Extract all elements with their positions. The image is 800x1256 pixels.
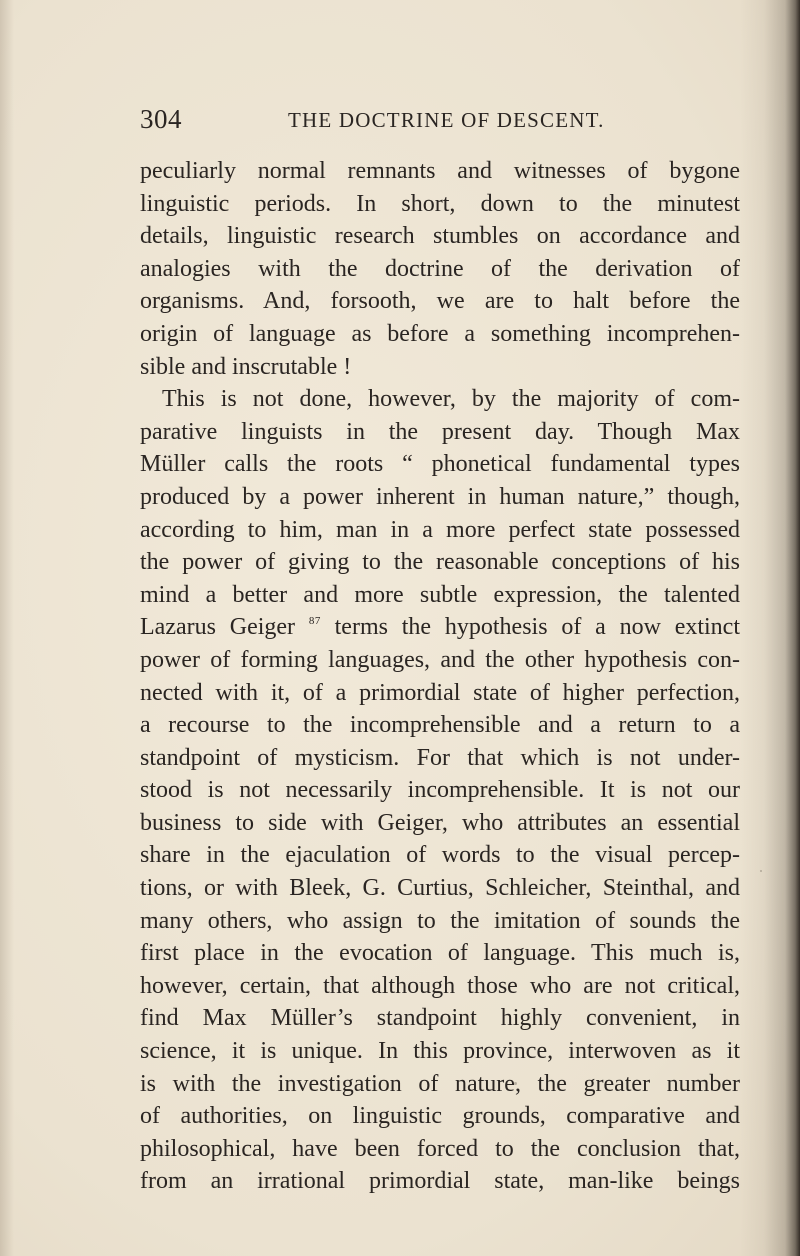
running-head — [140, 104, 760, 144]
text-line-with-footnote — [140, 611, 740, 644]
text-line: peculiarly normal remnants and witnesses of bygone — [140, 158, 740, 184]
text-line: stood is not necessarily incomprehensible. It is not our — [140, 777, 740, 804]
text-line: business to side with Geiger, who attributes an essential — [140, 809, 740, 836]
text-line: produced by a power inherent in human nature,” though, — [140, 483, 740, 510]
text-line: sible and inscrutable ! — [140, 353, 352, 380]
footnote-reference[interactable]: 87 — [308, 615, 321, 628]
paragraph-start-line: This is not done, however, by the majority of com- — [162, 386, 740, 413]
text-line: analogies with the doctrine of the derivation of — [140, 255, 740, 282]
text-line: according to him, man in a more perfect state possessed — [140, 516, 740, 543]
text-line: share in the ejaculation of words to the visual percep- — [140, 842, 740, 869]
text-line: nected with it, of a primordial state of higher perfection, — [140, 679, 740, 706]
page-left-edge-shading — [0, 0, 14, 1256]
text-line: details, linguistic research stumbles on accordance and — [140, 223, 740, 250]
text-line: linguistic periods. In short, down to the minutest — [140, 190, 740, 217]
line-prefix: Lazarus Geiger — [140, 614, 296, 641]
text-line: of authorities, on linguistic grounds, comparative and — [140, 1103, 740, 1130]
text-line: tions, or with Bleek, G. Curtius, Schleicher, Steinthal, and — [140, 875, 740, 902]
text-line: the power of giving to the reasonable conceptions of his — [140, 549, 740, 576]
binding-gutter-shadow — [740, 0, 800, 1256]
text-line: Müller calls the roots “ phonetical fundamental types — [140, 451, 740, 478]
text-line: origin of language as before a something incomprehen- — [140, 320, 740, 347]
text-line: mind a better and more subtle expression, the talented — [140, 581, 740, 608]
text-line: power of forming languages, and the other hypothesis con- — [140, 646, 740, 673]
body-text — [140, 155, 740, 1198]
text-line: first place in the evocation of language. This much is, — [140, 940, 740, 967]
text-line: standpoint of mysticism. For that which is not under- — [140, 744, 740, 771]
text-line: organisms. And, forsooth, we are to halt before the — [140, 288, 740, 315]
text-line: however, certain, that although those who are not critical, — [140, 972, 740, 999]
text-line: many others, who assign to the imitation of sounds the — [140, 907, 740, 934]
paper-speck — [514, 1082, 517, 1085]
running-title: THE DOCTRINE OF DESCENT. — [288, 108, 605, 132]
text-line: science, it is unique. In this province, interwoven as it — [140, 1038, 740, 1065]
page-number: 304 — [140, 104, 182, 134]
line-remainder: terms the hypothesis of a now extinct — [334, 614, 741, 641]
paper-speck — [760, 870, 762, 872]
text-line: is with the investigation of nature, the greater number — [140, 1070, 740, 1097]
text-line: a recourse to the incomprehensible and a return to a — [140, 712, 740, 739]
text-line: from an irrational primordial state, man-like beings — [140, 1168, 740, 1195]
text-line: parative linguists in the present day. Though Max — [140, 418, 740, 445]
text-line: philosophical, have been forced to the conclusion that, — [140, 1135, 740, 1162]
text-line: find Max Müller’s standpoint highly convenient, in — [140, 1005, 740, 1032]
